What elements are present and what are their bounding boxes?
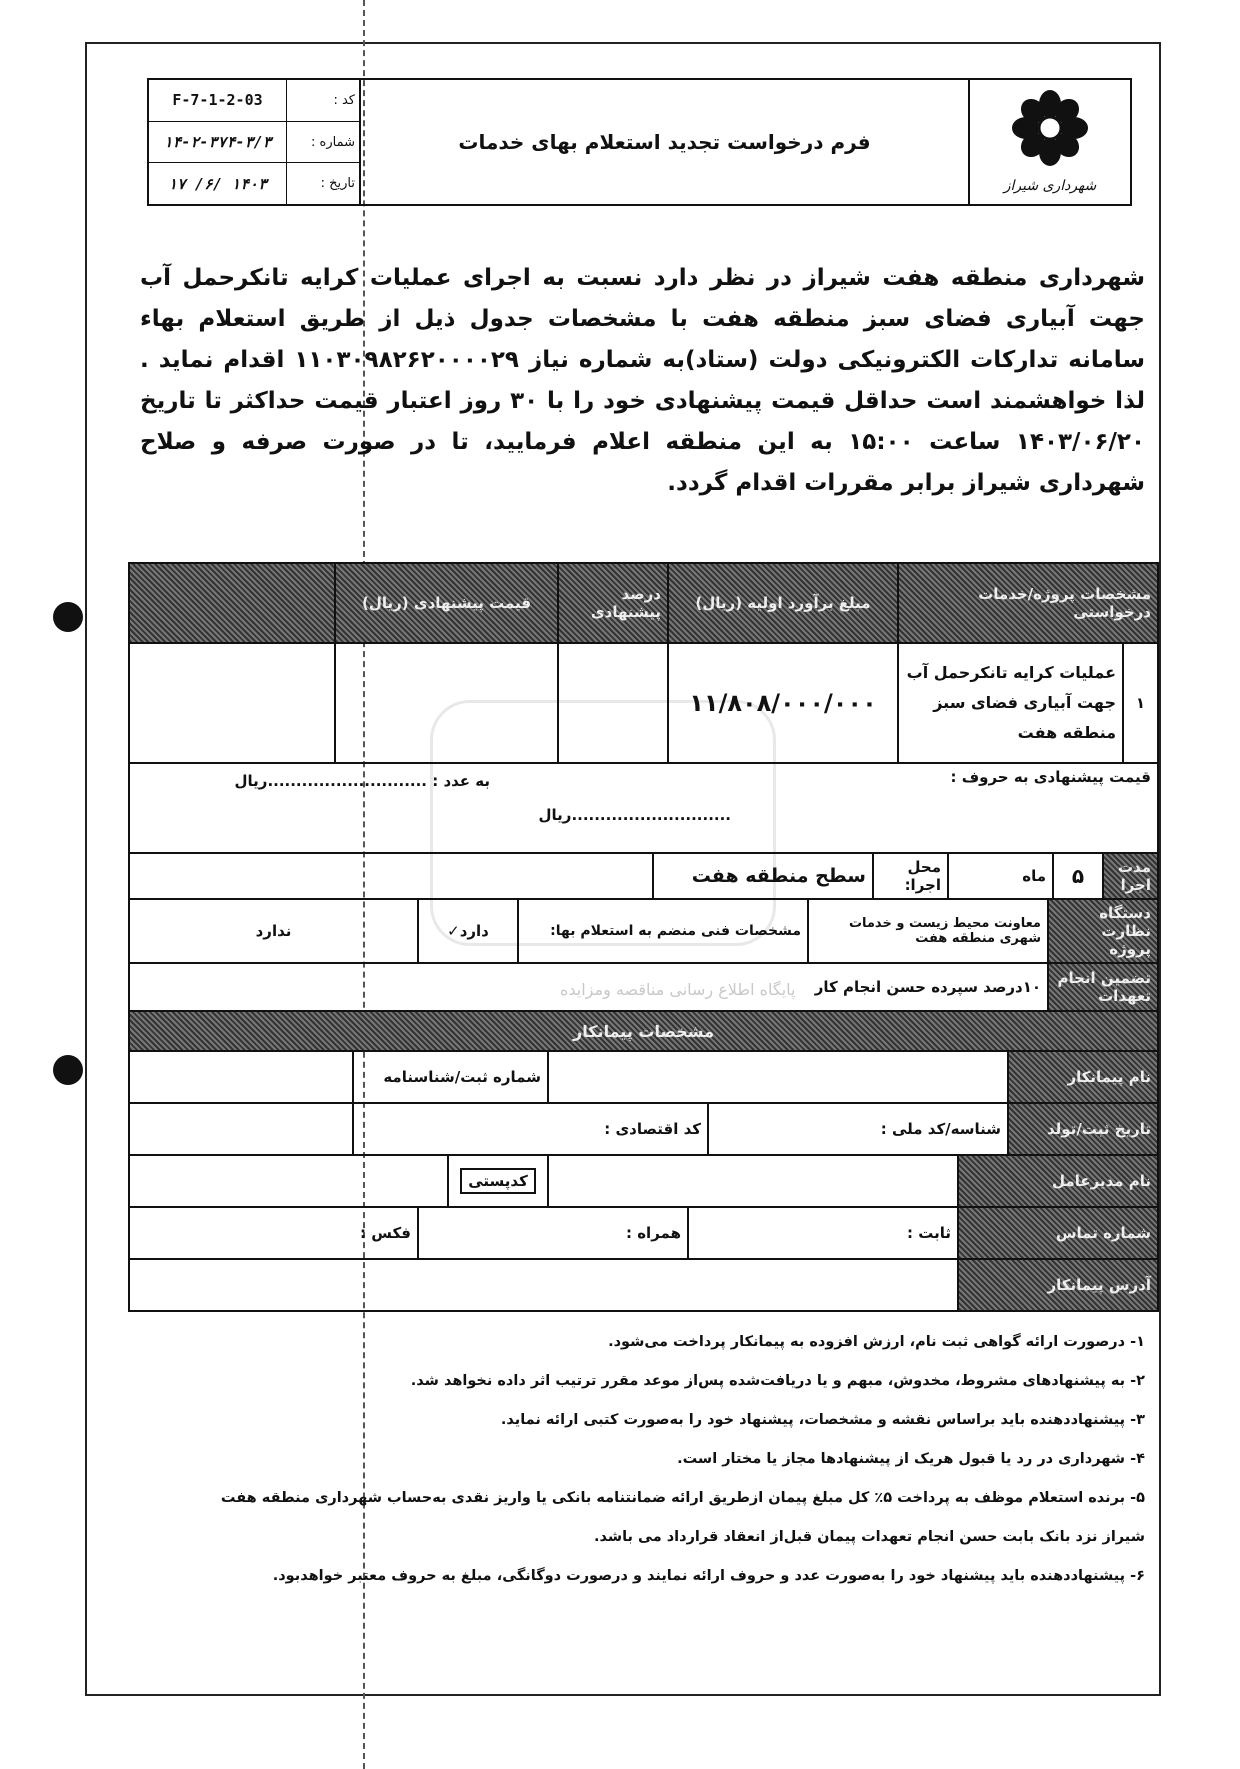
reg-date-label: تاریخ ثبت/تولد bbox=[1007, 1104, 1157, 1154]
location-value: سطح منطقه هفت bbox=[652, 854, 872, 898]
fax-label: فکس : bbox=[360, 1224, 411, 1242]
supervisor-row bbox=[130, 900, 1157, 964]
mobile-label: همراه : bbox=[417, 1208, 687, 1258]
has-not-option[interactable]: ندارد bbox=[255, 922, 292, 940]
row-number: ۱ bbox=[1122, 644, 1157, 762]
contractor-name-label: نام پیمانکار bbox=[1007, 1052, 1157, 1102]
note-item: ۴- شهرداری در رد یا قبول هریک از پیشنهادها مجاز یا مختار است. bbox=[677, 1451, 1145, 1467]
contractor-section-label: مشخصات پیمانکار bbox=[573, 1021, 714, 1041]
supervisor-label: دستگاه نظارت پروژه bbox=[1047, 900, 1157, 962]
col-service-header: مشخصات پروژه/خدمات درخواستی bbox=[897, 564, 1157, 642]
col-percent-header: درصد پیشنهادی bbox=[557, 564, 667, 642]
phone-label: شماره تماس bbox=[957, 1208, 1157, 1258]
note-item: شیراز نزد بانک بابت حسن انجام تعهدات پیمان قبل‌از انعقاد قرارداد می باشد. bbox=[593, 1529, 1145, 1545]
manager-name-label: نام مدیرعامل bbox=[957, 1156, 1157, 1206]
tech-spec-label: مشخصات فنی منضم به استعلام بها: bbox=[517, 900, 807, 962]
code-label: کد : bbox=[286, 80, 359, 121]
duration-label: مدت اجرا bbox=[1102, 854, 1157, 898]
postal-code-label: کدپستی bbox=[460, 1168, 536, 1194]
manager-row bbox=[130, 1156, 1157, 1208]
contractor-name-input[interactable] bbox=[547, 1052, 1007, 1102]
form-header bbox=[147, 78, 1132, 206]
supervisor-value: معاونت محیط زیست و خدمات شهری منطقه هفت bbox=[807, 900, 1047, 962]
col-estimate-header: مبلغ برآورد اولیه (ریال) bbox=[667, 564, 897, 642]
price-words-label: قیمت پیشنهادی به حروف : bbox=[950, 768, 1151, 786]
id-row bbox=[130, 1104, 1157, 1156]
national-id-label: شناسه/کد ملی : bbox=[707, 1104, 1007, 1154]
guarantee-label: تضمین انجام تعهدات bbox=[1047, 964, 1157, 1010]
contractor-section-header bbox=[130, 1012, 1157, 1052]
number-value: ۱۴-۲-۳۷۴-۳/۳ bbox=[163, 133, 272, 151]
punch-hole bbox=[53, 1055, 83, 1085]
date-value: ۱۴۰۳ /۶/ ۱۷ bbox=[167, 174, 268, 193]
service-table bbox=[128, 562, 1159, 1312]
code-box bbox=[149, 80, 361, 204]
row-extra bbox=[130, 644, 334, 762]
address-label: آدرس پیمانکار bbox=[957, 1260, 1157, 1310]
note-item: ۱- درصورت ارائه گواهی ثبت نام، ارزش افزوده به پیمانکار پرداخت می‌شود. bbox=[608, 1334, 1145, 1350]
number-label: شماره : bbox=[286, 122, 359, 163]
table-row bbox=[130, 644, 1157, 764]
has-label: دارد bbox=[459, 922, 489, 940]
note-item: ۶- پیشنهاددهنده باید پیشنهاد خود را به‌صورت عدد و حروف ارائه نمایند و درصورت دوگانگی، مبلغ به حروف معتبر خواهدبود. bbox=[272, 1568, 1145, 1584]
logo-box bbox=[968, 80, 1130, 204]
watermark-text: پایگاه اطلاع رسانی مناقصه ومزایده bbox=[560, 980, 796, 999]
contractor-name-row bbox=[130, 1052, 1157, 1104]
note-item: ۳- پیشنهاددهنده باید براساس نقشه و مشخصات، پیشنهاد خود را به‌صورت کتبی ارائه نماید. bbox=[500, 1412, 1145, 1428]
col-price-header: قیمت پیشنهادی (ریال) bbox=[334, 564, 557, 642]
address-row bbox=[130, 1260, 1157, 1310]
price-number-unit: ریال bbox=[234, 772, 268, 790]
row-percent[interactable] bbox=[557, 644, 667, 762]
date-label: تاریخ : bbox=[286, 163, 359, 204]
guarantee-value: ۱۰درصد سپرده حسن انجام کار bbox=[814, 978, 1041, 996]
has-option[interactable]: دارد ✓ bbox=[417, 900, 517, 962]
postal-code-input[interactable] bbox=[130, 1156, 447, 1206]
duration-row bbox=[130, 854, 1157, 900]
row-service: عملیات کرایه تانکرحمل آب جهت آبیاری فضای سبز منطقه هفت bbox=[897, 644, 1122, 762]
price-words-unit: ریال bbox=[538, 806, 572, 824]
col-extra-header bbox=[130, 564, 334, 642]
duration-unit: ماه bbox=[947, 854, 1052, 898]
row-price[interactable] bbox=[334, 644, 557, 762]
landline-label: ثابت : bbox=[687, 1208, 957, 1258]
phone-row bbox=[130, 1208, 1157, 1260]
intro-paragraph: شهرداری منطقه هفت شیراز در نظر دارد نسبت به اجرای عملیات کرایه تانکرحمل آب جهت آبیاری فضای سبز منطقه هفت با مشخصات جدول ذیل از طریق استعلام بهاء سامانه تدارکات الکترونیکی دولت (ستاد)به شماره نیاز ۱۱۰۳۰۹۸۲۶۲۰۰۰۰۲۹ اقدام نماید . لذا خواهشمند است حداقل قیمت پیشنهادی خود را با ۳۰ روز اعتبار قیمت حداکثر تا تاریخ ۱۴۰۳/۰۶/۲۰ ساعت ۱۵:۰۰ به این منطقه اعلام فرمایید، تا در صورت صرفه و صلاح شهرداری شیراز برابر مقررات اقدام گردد. bbox=[140, 265, 1146, 496]
economic-code-label: کد اقتصادی : bbox=[352, 1104, 707, 1154]
duration-value: ۵ bbox=[1052, 854, 1102, 898]
guarantee-row bbox=[130, 964, 1157, 1012]
punch-hole bbox=[53, 602, 83, 632]
notes-list bbox=[150, 1323, 1145, 1596]
price-number-label: به عدد : bbox=[432, 772, 490, 790]
registration-input[interactable] bbox=[130, 1052, 352, 1102]
note-item: ۲- به پیشنهادهای مشروط، مخدوش، مبهم و یا دریافت‌شده پس‌از موعد مقرر ترتیب اثر داده نخواهد شد. bbox=[410, 1373, 1145, 1389]
table-header-row bbox=[130, 564, 1157, 644]
location-label: محل اجرا: bbox=[872, 854, 947, 898]
note-item: ۵- برنده استعلام موظف به پرداخت ۵٪ کل مبلغ پیمان ازطریق ارائه ضمانتنامه بانکی یا واریز نقدی به‌حساب شهرداری منطقه هفت bbox=[220, 1490, 1145, 1506]
registration-label: شماره ثبت/شناسنامه bbox=[352, 1052, 547, 1102]
economic-code-input[interactable] bbox=[130, 1104, 352, 1154]
logo-text: شهرداری شیراز bbox=[1003, 178, 1097, 194]
price-words-row: قیمت پیشنهادی به حروف : ............................ریال به عدد : ............................ریال bbox=[130, 764, 1157, 854]
address-input[interactable] bbox=[130, 1260, 957, 1310]
manager-name-input[interactable] bbox=[547, 1156, 957, 1206]
code-value: F-7-1-2-03 bbox=[172, 91, 263, 110]
form-title: فرم درخواست تجدید استعلام بهای خدمات bbox=[458, 130, 871, 154]
row-estimate: ۱۱/۸۰۸/۰۰۰/۰۰۰ bbox=[667, 644, 897, 762]
